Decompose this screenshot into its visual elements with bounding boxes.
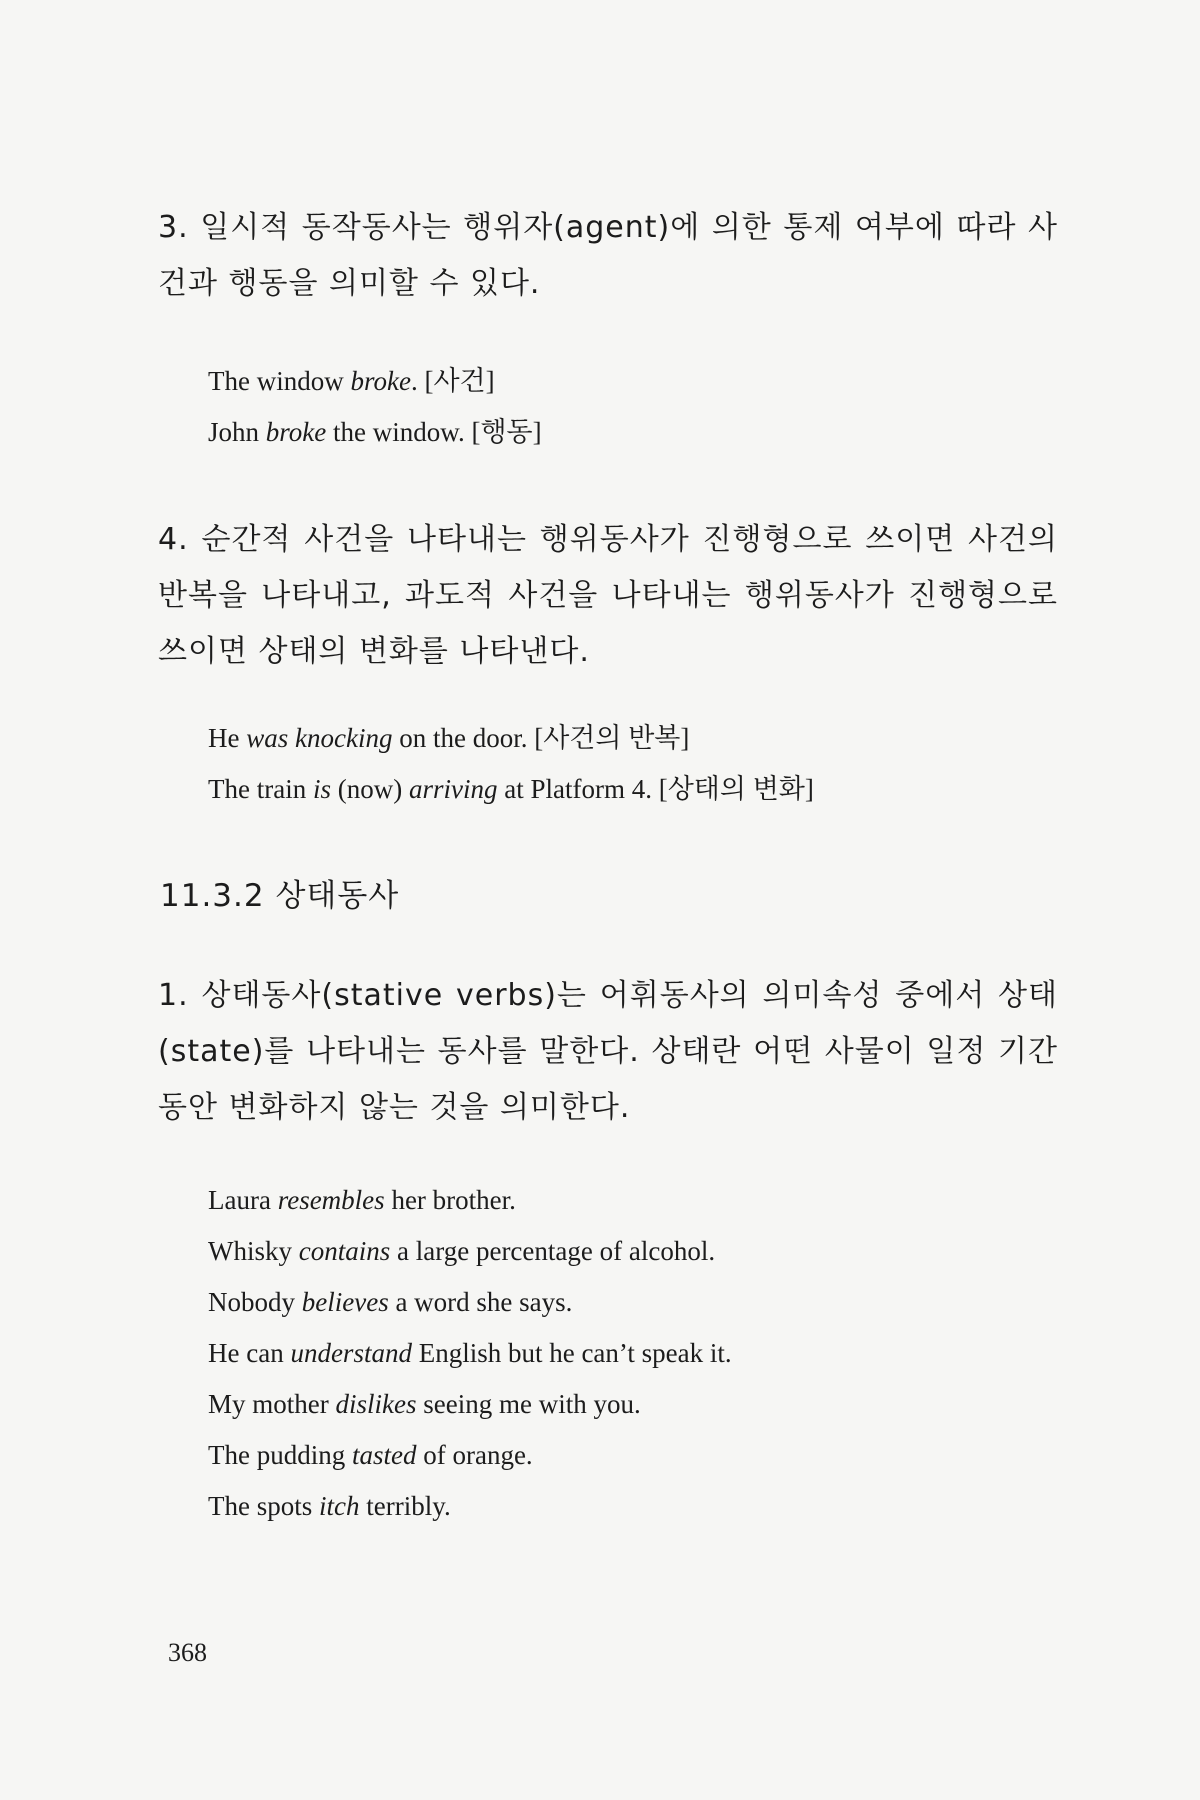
italic-verb: arriving: [408, 774, 498, 804]
example-sentence: [208, 1379, 732, 1430]
italic-verb: broke: [265, 417, 327, 447]
sentence-text: her brother.: [384, 1185, 516, 1215]
italic-verb: dislikes: [335, 1389, 417, 1419]
example-sentence: [208, 1481, 732, 1532]
sentence-text: The spots: [208, 1491, 319, 1521]
sentence-text: The train: [208, 774, 313, 804]
sentence-text: The window: [208, 366, 351, 396]
italic-verb: tasted: [351, 1440, 417, 1470]
italic-verb: is: [312, 774, 331, 804]
sentence-text: terribly.: [359, 1491, 451, 1521]
examples-3: [208, 356, 542, 458]
paragraph-4: 4. 순간적 사건을 나타내는 행위동사가 진행형으로 쓰이면 사건의 반복을 나타내고, 과도적 사건을 나타내는 행위동사가 진행형으로 쓰이면 상태의 변화를 나타낸다.: [158, 522, 1058, 669]
sentence-text: Nobody: [208, 1287, 302, 1317]
sentence-text: Whisky: [208, 1236, 299, 1266]
sentence-text: a large percentage of alcohol.: [390, 1236, 716, 1266]
examples-1: [208, 1175, 732, 1532]
sentence-text: John: [208, 417, 266, 447]
example-sentence: [208, 356, 542, 407]
sentence-text: the window. [행동]: [326, 417, 542, 447]
example-sentence: [208, 1328, 732, 1379]
example-sentence: [208, 713, 814, 764]
example-sentence: [208, 764, 814, 815]
example-sentence: [208, 1175, 732, 1226]
italic-verb: believes: [301, 1287, 389, 1317]
italic-verb: resembles: [277, 1185, 385, 1215]
example-sentence: [208, 1277, 732, 1328]
sentence-text: Laura: [208, 1185, 278, 1215]
examples-4: [208, 713, 814, 815]
sentence-text: at Platform 4. [상태의 변화]: [497, 774, 814, 804]
sentence-text: (now): [330, 774, 409, 804]
sentence-text: The pudding: [208, 1440, 352, 1470]
sentence-text: seeing me with you.: [416, 1389, 641, 1419]
italic-verb: broke: [350, 366, 411, 396]
sentence-text: a word she says.: [388, 1287, 573, 1317]
italic-verb: understand: [290, 1338, 412, 1368]
example-sentence: [208, 1430, 732, 1481]
example-sentence: [208, 407, 542, 458]
sentence-text: He: [208, 723, 247, 753]
paragraph-3: 3. 일시적 동작동사는 행위자(agent)에 의한 통제 여부에 따라 사건과 행동을 의미할 수 있다.: [158, 210, 1058, 301]
sentence-text: He can: [208, 1338, 291, 1368]
sentence-text: My mother: [208, 1389, 336, 1419]
page-number: 368: [168, 1638, 207, 1667]
sentence-text: English but he can’t speak it.: [411, 1338, 732, 1368]
sentence-text: . [사건]: [410, 366, 495, 396]
section-heading: 11.3.2 상태동사: [160, 878, 400, 914]
italic-verb: itch: [319, 1491, 360, 1521]
example-sentence: [208, 1226, 732, 1277]
italic-verb: contains: [298, 1236, 391, 1266]
paragraph-1: 1. 상태동사(stative verbs)는 어휘동사의 의미속성 중에서 상태(state)를 나타내는 동사를 말한다. 상태란 어떤 사물이 일정 기간 동안 변화하지 않는 것을 의미한다.: [158, 978, 1058, 1125]
sentence-text: of orange.: [416, 1440, 533, 1470]
italic-verb: was knocking: [246, 723, 393, 753]
sentence-text: on the door. [사건의 반복]: [392, 723, 690, 753]
